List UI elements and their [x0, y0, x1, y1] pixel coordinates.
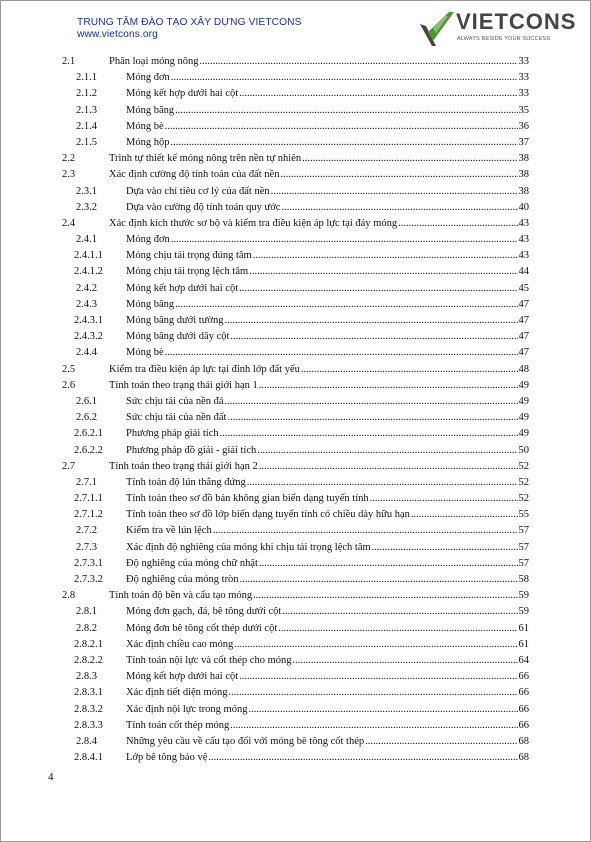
toc-entry-title: Móng đơn bê tông cốt thép dưới cột	[126, 622, 278, 634]
toc-dot-leader	[171, 70, 518, 86]
toc-entry-page: 43	[518, 217, 529, 229]
toc-entry-page: 55	[518, 509, 529, 521]
toc-entry[interactable]	[0, 345, 591, 361]
toc-entry-page: 38	[518, 185, 529, 197]
toc-entry-title: Xác định nội lực trong móng	[126, 703, 248, 715]
toc-entry-page: 48	[518, 363, 529, 375]
toc-dot-leader	[257, 443, 517, 459]
toc-entry[interactable]	[0, 86, 591, 102]
toc-dot-leader	[228, 685, 517, 701]
toc-entry-number: 2.1.1	[76, 72, 97, 84]
toc-entry[interactable]	[0, 702, 591, 718]
toc-dot-leader	[175, 103, 517, 119]
toc-dot-leader	[259, 556, 518, 572]
toc-entry-number: 2.8.2.1	[74, 638, 103, 650]
toc-entry-number: 2.8.1	[76, 606, 97, 618]
toc-entry-page: 49	[518, 428, 529, 440]
toc-entry-page: 47	[518, 298, 529, 310]
toc-entry-number: 2.8.3.2	[74, 703, 103, 715]
toc-entry[interactable]	[0, 297, 591, 313]
toc-entry-page: 45	[518, 282, 529, 294]
toc-entry-page: 52	[518, 460, 529, 472]
table-of-contents	[0, 54, 591, 766]
toc-entry-title: Móng kết hợp dưới hai cột	[126, 282, 239, 294]
toc-entry-title: Tính toán theo trạng thái giới hạn 2	[109, 460, 258, 472]
toc-entry-number: 2.8.2	[76, 622, 97, 634]
toc-entry-number: 2.7.1.2	[74, 509, 103, 521]
toc-dot-leader	[165, 345, 518, 361]
toc-entry-title: Sức chịu tải của nền đá	[126, 395, 224, 407]
toc-entry-number: 2.7.1.1	[74, 493, 103, 505]
toc-entry-title: Xác định cường độ tính toán của đất nền	[109, 169, 280, 181]
toc-entry-page: 35	[518, 104, 529, 116]
toc-entry-number: 2.3	[62, 169, 76, 181]
toc-dot-leader	[230, 329, 517, 345]
toc-entry-page: 66	[518, 719, 529, 731]
toc-entry-page: 52	[518, 493, 529, 505]
toc-entry-page: 66	[518, 671, 529, 683]
toc-entry-number: 2.3.1	[76, 185, 97, 197]
toc-entry-title: Kiểm tra điều kiện áp lực tại đỉnh lớp đất yếu	[109, 363, 300, 375]
toc-dot-leader	[200, 54, 518, 70]
toc-entry-page: 33	[518, 72, 529, 84]
checkmark-logo-icon	[418, 8, 458, 50]
toc-entry[interactable]	[0, 54, 591, 70]
toc-entry[interactable]	[0, 523, 591, 539]
toc-entry-number: 2.6	[62, 379, 76, 391]
toc-entry-title: Phương pháp giải tích	[126, 428, 219, 440]
toc-entry-number: 2.4	[62, 217, 76, 229]
toc-entry-page: 38	[518, 169, 529, 181]
toc-dot-leader	[281, 200, 517, 216]
toc-dot-leader	[398, 216, 517, 232]
toc-dot-leader	[170, 135, 517, 151]
toc-entry-number: 2.8.3	[76, 671, 97, 683]
toc-entry[interactable]	[0, 540, 591, 556]
toc-entry-number: 2.1.2	[76, 88, 97, 100]
toc-entry-page: 38	[518, 153, 529, 165]
toc-entry-title: Phương pháp đồ giải - giải tích	[126, 444, 257, 456]
toc-entry-number: 2.4.1.2	[74, 266, 103, 278]
toc-entry[interactable]	[0, 232, 591, 248]
toc-entry[interactable]	[0, 135, 591, 151]
toc-entry[interactable]	[0, 669, 591, 685]
toc-entry[interactable]	[0, 70, 591, 86]
toc-entry-title: Móng băng	[126, 298, 175, 310]
toc-dot-leader	[227, 410, 517, 426]
toc-entry[interactable]	[0, 362, 591, 378]
toc-entry[interactable]	[0, 653, 591, 669]
toc-dot-leader	[259, 459, 518, 475]
toc-dot-leader	[230, 718, 517, 734]
toc-dot-leader	[175, 297, 517, 313]
toc-entry[interactable]	[0, 588, 591, 604]
toc-entry[interactable]	[0, 281, 591, 297]
toc-entry-page: 57	[518, 557, 529, 569]
toc-dot-leader	[411, 507, 518, 523]
toc-entry[interactable]	[0, 685, 591, 701]
toc-entry-title: Tính toán độ bền và cấu tạo móng	[109, 590, 253, 602]
toc-entry-title: Xác định độ nghiêng của móng khi chịu tải trọng lệch tâm	[126, 541, 371, 553]
toc-entry-title: Tính toán theo trạng thái giới hạn 1	[109, 379, 258, 391]
toc-dot-leader	[208, 750, 517, 766]
toc-entry-title: Móng bè	[126, 347, 164, 359]
toc-entry-number: 2.4.3.1	[74, 315, 103, 326]
toc-entry[interactable]	[0, 329, 591, 345]
toc-entry[interactable]	[0, 750, 591, 766]
toc-entry-page: 57	[518, 541, 529, 553]
toc-entry[interactable]	[0, 637, 591, 653]
toc-entry[interactable]	[0, 718, 591, 734]
toc-entry-page: 59	[518, 606, 529, 618]
toc-entry-number: 2.4.3	[76, 298, 97, 310]
toc-entry[interactable]	[0, 443, 591, 459]
toc-entry-number: 2.8	[62, 590, 76, 602]
header-org-block	[77, 17, 301, 41]
toc-dot-leader	[165, 119, 518, 135]
toc-dot-leader	[239, 86, 517, 102]
page-number: 4	[48, 771, 54, 783]
toc-entry-page: 59	[518, 590, 529, 602]
toc-entry-title: Độ nghiêng của móng chữ nhật	[126, 557, 258, 569]
toc-entry-page: 66	[518, 687, 529, 699]
toc-entry-number: 2.7.3	[76, 541, 97, 553]
toc-entry[interactable]	[0, 378, 591, 394]
toc-entry-title: Móng kết hợp dưới hai cột	[126, 671, 239, 683]
toc-entry-page: 43	[518, 250, 529, 262]
toc-entry[interactable]	[0, 248, 591, 264]
toc-entry[interactable]	[0, 200, 591, 216]
toc-entry-page: 36	[518, 120, 529, 132]
toc-dot-leader	[253, 588, 517, 604]
toc-entry-title: Móng chịu tải trọng đúng tâm	[126, 250, 252, 262]
toc-dot-leader	[234, 637, 517, 653]
toc-entry-number: 2.1.3	[76, 104, 97, 116]
toc-entry-title: Móng hộp	[126, 136, 170, 148]
toc-entry[interactable]	[0, 167, 591, 183]
toc-entry[interactable]	[0, 475, 591, 491]
org-name: TRUNG TÂM ĐÀO TẠO XÂY DỰNG VIETCONS	[77, 17, 302, 28]
toc-entry-number: 2.4.1	[76, 234, 97, 246]
vietcons-logo	[418, 8, 577, 48]
toc-entry-number: 2.7	[62, 460, 76, 472]
toc-entry[interactable]	[0, 459, 591, 475]
toc-entry-page: 40	[518, 201, 529, 213]
toc-entry-title: Móng đơn gạch, đá, bê tông dưới cột	[126, 606, 282, 618]
toc-entry-title: Sức chịu tải của nền đất	[126, 412, 227, 424]
toc-entry-number: 2.8.3.3	[74, 719, 103, 731]
toc-entry-title: Những yêu cầu về cấu tạo đối với móng bê tông cốt thép	[126, 735, 365, 747]
toc-entry[interactable]	[0, 216, 591, 232]
toc-dot-leader	[224, 313, 517, 329]
toc-entry-number: 2.7.3.2	[74, 574, 103, 585]
toc-entry[interactable]	[0, 426, 591, 442]
toc-dot-leader	[280, 167, 517, 183]
toc-entry-title: Kiểm tra về lún lệch	[126, 525, 212, 537]
toc-entry-title: Móng băng dưới dãy cột	[126, 331, 230, 343]
logo-tagline: ALWAYS BESIDE YOUR SUCCESS	[457, 36, 551, 42]
toc-dot-leader	[239, 669, 517, 685]
toc-entry-number: 2.5	[62, 363, 76, 375]
toc-entry-number: 2.8.4.1	[74, 752, 103, 764]
toc-entry[interactable]	[0, 621, 591, 637]
toc-entry-title: Lớp bê tông bảo vệ	[126, 752, 208, 764]
toc-entry-number: 2.1	[62, 56, 76, 67]
toc-entry-number: 2.8.4	[76, 735, 97, 747]
toc-entry-title: Xác định tiết diện móng	[126, 687, 228, 699]
toc-entry-page: 33	[518, 56, 529, 67]
toc-entry-number: 2.1.4	[76, 120, 97, 132]
toc-entry-number: 2.6.2.1	[74, 428, 103, 440]
toc-entry-number: 2.4.4	[76, 347, 97, 359]
toc-dot-leader	[282, 604, 517, 620]
toc-entry-page: 33	[518, 88, 529, 100]
toc-entry-number: 2.7.2	[76, 525, 97, 537]
toc-entry-page: 47	[518, 315, 529, 326]
toc-entry-page: 49	[518, 379, 529, 391]
toc-dot-leader	[278, 621, 517, 637]
website-link[interactable]: www.vietcons.org	[77, 29, 158, 40]
toc-dot-leader	[171, 232, 518, 248]
toc-dot-leader	[259, 378, 518, 394]
toc-dot-leader	[248, 702, 517, 718]
toc-entry-page: 61	[518, 622, 529, 634]
toc-entry-page: 49	[518, 412, 529, 424]
toc-entry-number: 2.8.2.2	[74, 654, 103, 666]
toc-dot-leader	[240, 572, 518, 588]
toc-entry[interactable]	[0, 604, 591, 620]
toc-entry-number: 2.6.2	[76, 412, 97, 424]
toc-entry-number: 2.1.5	[76, 136, 97, 148]
toc-entry-number: 2.8.3.1	[74, 687, 103, 699]
toc-entry-title: Phân loại móng nông	[109, 56, 199, 67]
toc-entry-number: 2.4.3.2	[74, 331, 103, 343]
toc-dot-leader	[213, 523, 518, 539]
toc-entry-title: Móng băng dưới tường	[126, 315, 224, 326]
toc-entry-page: 44	[518, 266, 529, 278]
toc-entry-title: Móng đơn	[126, 234, 170, 246]
toc-entry[interactable]	[0, 394, 591, 410]
toc-dot-leader	[249, 264, 517, 280]
toc-entry-title: Móng kết hợp dưới hai cột	[126, 88, 239, 100]
toc-entry[interactable]	[0, 410, 591, 426]
toc-entry-number: 2.4.1.1	[74, 250, 103, 262]
toc-dot-leader	[253, 248, 518, 264]
toc-dot-leader	[302, 151, 517, 167]
toc-entry-title: Độ nghiêng của móng tròn	[126, 574, 239, 585]
toc-dot-leader	[301, 362, 518, 378]
toc-entry-title: Tính toán theo sơ đồ bán không gian biến dạng tuyến tính	[126, 493, 369, 505]
toc-entry-page: 47	[518, 347, 529, 359]
toc-entry[interactable]	[0, 491, 591, 507]
toc-entry-title: Dựa vào chỉ tiêu cơ lý của đất nền	[126, 185, 270, 197]
toc-entry-title: Tính toán theo sơ đồ lớp biến dạng tuyến tính có chiều dày hữu hạn	[126, 509, 410, 521]
toc-entry-page: 43	[518, 234, 529, 246]
toc-entry-number: 2.7.1	[76, 476, 97, 488]
toc-entry-number: 2.4.2	[76, 282, 97, 294]
toc-entry-page: 68	[518, 752, 529, 764]
toc-entry-page: 64	[518, 654, 529, 666]
toc-entry-page: 66	[518, 703, 529, 715]
toc-entry-title: Móng chịu tải trọng lệch tâm	[126, 266, 249, 278]
toc-entry[interactable]	[0, 264, 591, 280]
toc-entry-page: 49	[518, 395, 529, 407]
toc-entry-page: 37	[518, 136, 529, 148]
toc-dot-leader	[225, 394, 518, 410]
toc-dot-leader	[271, 184, 518, 200]
toc-entry-title: Xác định kích thước sơ bộ và kiểm tra điều kiện áp lực tại đáy móng	[109, 217, 398, 229]
toc-entry[interactable]	[0, 119, 591, 135]
toc-entry-number: 2.6.1	[76, 395, 97, 407]
toc-dot-leader	[247, 475, 518, 491]
toc-dot-leader	[220, 426, 518, 442]
toc-entry-number: 2.6.2.2	[74, 444, 103, 456]
toc-entry[interactable]	[0, 734, 591, 750]
toc-entry-page: 47	[518, 331, 529, 343]
toc-entry[interactable]	[0, 556, 591, 572]
toc-entry-title: Tính toán nội lực và cốt thép cho móng	[126, 654, 292, 666]
toc-entry-title: Tính toán cốt thép móng	[126, 719, 230, 731]
toc-dot-leader	[239, 281, 517, 297]
toc-dot-leader	[293, 653, 518, 669]
toc-dot-leader	[365, 734, 517, 750]
toc-entry-title: Dựa vào cường độ tính toán quy ước	[126, 201, 281, 213]
toc-entry-title: Móng băng	[126, 104, 175, 116]
toc-entry[interactable]	[0, 103, 591, 119]
toc-entry-number: 2.3.2	[76, 201, 97, 213]
toc-entry-title: Móng bè	[126, 120, 164, 132]
toc-entry-number: 2.7.3.1	[74, 557, 103, 569]
toc-entry[interactable]	[0, 184, 591, 200]
toc-entry-title: Móng đơn	[126, 72, 170, 84]
toc-entry-page: 52	[518, 476, 529, 488]
toc-entry-page: 61	[518, 638, 529, 650]
toc-entry[interactable]	[0, 507, 591, 523]
toc-entry[interactable]	[0, 313, 591, 329]
toc-entry[interactable]	[0, 151, 591, 167]
toc-dot-leader	[372, 540, 518, 556]
toc-entry-page: 50	[518, 444, 529, 456]
toc-dot-leader	[370, 491, 518, 507]
toc-entry-page: 57	[518, 525, 529, 537]
toc-entry-page: 68	[518, 735, 529, 747]
toc-entry-title: Trình tự thiết kế móng nông trên nền tự nhiên	[109, 153, 302, 165]
toc-entry-page: 58	[518, 574, 529, 585]
toc-entry-title: Xác định chiều cao móng	[126, 638, 234, 650]
toc-entry-title: Tính toán độ lún thẳng đứng	[126, 476, 246, 488]
toc-entry[interactable]	[0, 572, 591, 588]
logo-wordmark: VIETCONS	[456, 9, 577, 34]
toc-entry-number: 2.2	[62, 153, 76, 165]
